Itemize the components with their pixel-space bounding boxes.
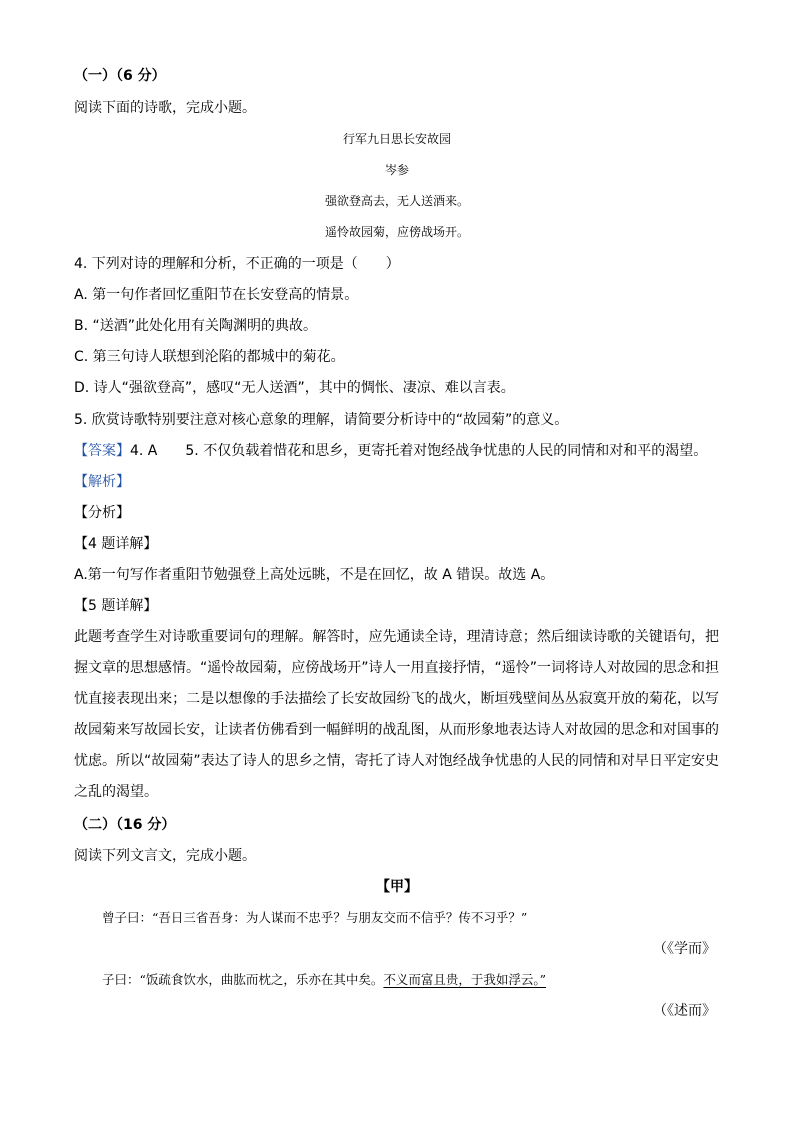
poem-line-2: 遥怜故园菊，应傍战场开。 <box>324 225 469 239</box>
answer-text: 4. A 5. 不仅负载着惜花和思乡，更寄托着对饱经战争忧患的人民的同情和对和平的渴望。 <box>130 443 708 459</box>
question-5-stem: 5. 欣赏诗歌特别要注意对核心意象的理解，请简要分析诗中的“故园菊”的意义。 <box>74 412 569 428</box>
question-4-option-a: A. 第一句作者回忆重阳节在长安登高的情景。 <box>74 287 359 303</box>
question-4-option-d: D. 诗人“强欲登高”，感叹“无人送酒”，其中的惆怅、凄凉、难以言表。 <box>74 380 515 396</box>
section2-heading: （二）（16 分） <box>74 817 176 833</box>
detail-5-label: 【5 题详解】 <box>74 598 158 614</box>
poem-author: 岑参 <box>384 163 409 177</box>
quote-2-underlined: 不义而富且贵，于我如浮云。” <box>383 972 547 987</box>
analysis-label: 【解析】 <box>74 474 130 490</box>
answer-label: 【答案】 <box>74 443 130 459</box>
quote-1: 曾子曰：“吾日三省吾身：为人谋而不忠乎？与朋友交而不信乎？传不习乎？” <box>102 910 528 925</box>
question-4-stem: 4. 下列对诗的理解和分析，不正确的一项是（ ） <box>74 256 400 272</box>
question-4-option-b: B. “送酒”此处化用有关陶渊明的典故。 <box>74 318 318 334</box>
detail-5-text: 此题考查学生对诗歌重要词句的理解。解答时，应先通读全诗，理清诗意；然后细读诗歌的关键语句，把握文章的思想感情。“遥怜故园菊，应傍战场开”诗人一用直接抒情，“遥怜”一词将诗人对故园的思念和担忧直接表现出来；二是以想像的手法描绘了长安故园纷飞的战火，断垣残壁间丛丛寂寞开放的菊花，以写故园菊来写故园长安，让读者仿佛看到一幅鲜明的战乱图，从而形象地表达诗人对故园的思念和对国事的忧虑。所以“故园菊”表达了诗人的思乡之情，寄托了诗人对饱经战争忧患的人民的同情和对早日平定安史之乱的渴望。 <box>74 629 720 800</box>
poem-title: 行军九日思长安故园 <box>342 132 451 146</box>
section1-instruction: 阅读下面的诗歌，完成小题。 <box>74 100 256 116</box>
section2-instruction: 阅读下列文言文，完成小题。 <box>74 848 256 864</box>
section1-heading: （一）（6 分） <box>74 68 166 84</box>
quote-2-source: （《述而》 <box>653 1003 716 1019</box>
poem-line-1: 强欲登高去，无人送酒来。 <box>324 194 469 208</box>
quote-2-plain: 子曰：“饭疏食饮水，曲肱而枕之，乐亦在其中矣。 <box>102 972 384 987</box>
question-4-option-c: C. 第三句诗人联想到沦陷的都城中的菊花。 <box>74 349 345 365</box>
detail-4-label: 【4 题详解】 <box>74 536 158 552</box>
answer-line <box>74 441 707 461</box>
quote-2 <box>102 970 546 990</box>
detail-4-text: A.第一句写作者重阳节勉强登上高处远眺，不是在回忆，故 A 错误。故选 A。 <box>74 567 555 583</box>
passage-jia-label: 【甲】 <box>376 879 418 895</box>
quote-1-source: （《学而》 <box>653 941 716 957</box>
fenxi-label: 【分析】 <box>74 505 130 521</box>
